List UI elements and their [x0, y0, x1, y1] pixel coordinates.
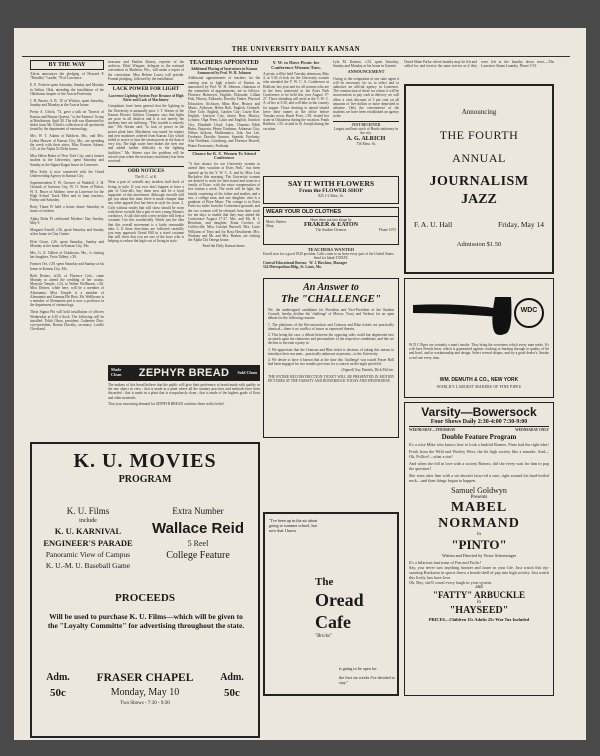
masthead — [22, 45, 570, 57]
column-teachers-appointed — [188, 60, 260, 360]
by-the-way-paragraph: Alecia announces the pledging of Howard P. "Brindley" Laudie, '78 of Lawrence. — [30, 72, 104, 81]
journalism-line-1: THE FOURTH — [439, 128, 519, 142]
varsity-para-2: Fresh from the Wild and Wooley West, she hit high society like a tornado. And—Oh, Pollice!—what a riot! — [409, 449, 549, 460]
by-the-way-paragraph: Miss Seely is now connected with the Oread Underwriting Agency in Kansas City. — [30, 169, 104, 179]
column-announcement — [333, 60, 399, 172]
column-shine-parlor — [404, 60, 554, 80]
teachers-appointed-body: Additional appointments of teachers for the coming year to high schools of Kansas as announced by Prof. W. H. Johnson, chairman of the committee of appointments, are as follows: Florence Hofmeyer, English, Eldorado; Lillian Fish, History, Eldorado; Dorothy Tinker, Physical Education, Atchison; Mina Hise, History and Music, Atchison; Helen Bolt, English, Grinnell; Olive Cole, English, Garden City; Lizzie Roe, English, Junction City; Janice Barr, History, Lyndon; Olga Prem, Latin and English, Junction City; Elizabeth Lloyd, Latin, Chanute; Edith Bates, Emporia; Henry Eastburn, Arkansas City; Wilma Jackson, Mathematics, Iola; Ava Lee, Fredonia; Dorothy Sawner, Spanish, Fredonia; Alta Needham, Louisburg; and Florence Howell, Home Economics, Fredonia. — [188, 76, 260, 148]
alrich-store-name: A. G. ALRICH — [346, 136, 386, 143]
fraser-chapel: FRASER CHAPEL — [96, 672, 194, 684]
varsity-para-4: She went after him with a six-shooter lasso-ed a sure, right around his hard-boiled neck—and then things began to happen. — [409, 473, 549, 484]
varsity-para-7: Oh, Boy, she'll corral every laugh in your system. — [409, 580, 492, 586]
movie-date: Monday, May 10 — [110, 687, 180, 698]
odd-notices-headline: ODD NOTICES — [108, 166, 184, 174]
answer-challenge-ad — [263, 278, 399, 438]
by-the-way-paragraph: J. H. Baxter, A. B. '10 of Wichita, spent Saturday, Sunday and Monday at the Acacia house. — [30, 99, 104, 108]
answer-reason: 1. The platforms of the Reconstruction and Crimson and Blue tickets are practically identical—there is no conflict of issues as expressed therein. — [268, 322, 394, 331]
flowers-ad — [263, 176, 399, 204]
movie-shows: Two Shows - 7:30 - 9:30 — [120, 701, 170, 706]
column-by-the-way — [30, 60, 104, 435]
by-the-way-paragraph: Ruth Deiters, fa'26, of Florence Colo., came Monday to attend the wedding of her cousin, Marjorie Temple, c'24, to Walter Wellhouse, c'26. Miss Deiters, while here, will be a member of Alemannia. Miss Temple is a member of Alemannia and Gamma Phi Beta. Mr. Wellhouse is a member of Alemannia and is now a professor in the department of entomology. — [30, 273, 104, 308]
varsity-film-1: "PINTO" — [451, 537, 507, 553]
teachers-wanted-address: 524 Metropolitan Bldg., St. Louis, Mo. — [263, 264, 322, 269]
journalism-announcing: Announcing — [461, 108, 497, 116]
proceeds-heading: PROCEEDS — [115, 592, 175, 604]
ku-films-heading: K. U. Films — [66, 506, 110, 516]
alrich-store-address: 736 Mass. St. — [356, 142, 376, 147]
ku-movies-ad — [30, 442, 260, 738]
ku-movies-adm-right: Adm. 50c — [220, 672, 244, 699]
cafe-name-1: Oread — [315, 590, 364, 610]
ku-films-items — [38, 526, 138, 570]
extra-number: Extra Number — [172, 506, 224, 516]
varsity-in-2: in — [477, 600, 481, 606]
by-the-way-paragraph: Superintendent F. W. Greaves of Waddell, J. H. Chanick of Junction City, W. O. Steen of Beloit, W. A. Bruce of Abilene, were in Lawrence for the High School Track Meet and to hunt teachers, Friday and Saturday. — [30, 181, 104, 203]
wdc-body: W D C Pipes are certainly a man's smoke. They bring the sweetness which every man seeks. It's a de luxe French briar, which is guaranteed against cracking or burning through in quality of bit and bowl, and in workmanship and design. Select several shapes, and try a good dealer's. Smoke a real one every time. — [409, 343, 549, 360]
varsity-in-1: in — [477, 532, 481, 538]
zephyr-footer: That your increasing demand for ZEPHYR BREAD confirms them in this belief. — [108, 401, 225, 406]
just-received-headline: JUST RECEIVED — [333, 121, 399, 127]
zephyr-body: The makers of this bread believe that the public will give their preference to bread made with quality as the one object in view ; that is made in a plant where all the sanitary practices and methods have been discarded ; that is made in a plant that is scrupulously clean ; that is made of the highest grade of flour and other materials. — [108, 383, 260, 400]
masthead-title: THE UNIVERSITY DAILY KANSAN — [231, 45, 361, 53]
cafe-quote: "I've been up in the air about going to summer school, but now that I know — [269, 518, 318, 534]
answer-reason: 2. This being the case, a debate between the opposing sides could but degenerate into an attack upon the characters and personalities of the respective candidates, and this we decline to become a party to. — [268, 333, 394, 346]
ku-movies-adm-left: Adm. 50c — [46, 672, 70, 699]
proceeds-body: Will be used to purchase K. U. Films—which will be given to the "Loyalty Committe" for advertising throughout the state. — [47, 612, 245, 630]
cafe-name-2: Cafe — [315, 612, 351, 632]
odd-notices-subhead: The R. C. of K. — [134, 175, 158, 180]
varsity-para-6: Say, you never saw anything funnier and faster in your life. Just watch this rip-snorting Buckaroo in sports throw a bomb-shell of pep into high society. Just watch this lively lass have love. — [409, 565, 549, 581]
zephyr-sold-clean: Sold Clean — [237, 369, 257, 375]
flowers-subhead: From the FLOWER SHOP — [299, 188, 363, 194]
zephyr-bread-ad — [108, 365, 260, 437]
by-the-way-paragraph: Miss Helen Baker of New York City, and a former student at the University, spent Saturday and Sunday at the Sigma Kappa house in Lawrence. — [30, 154, 104, 167]
ku-movies-right — [142, 506, 254, 561]
varsity-para-1: It's a wise Mike who knows how to look a bashful Romeo. Pinto had the right idea! — [409, 442, 549, 448]
cafe-the: The — [315, 576, 334, 588]
lack-power-subhead: Lawrence Lighting System Poor Because of High River and Lack of Machinery — [108, 94, 184, 103]
wallace-reid: Wallace Reid — [152, 520, 244, 537]
lack-power-body: Complaints have been general that the lighting in the University is unusually poor. J. T. Stirner of the Kansas Electric Utilities Company says that lights are poor in all districts and it is not merely the students here are suffering. "This trouble is entirely due," Mr. Stirner said, "to lack of power in the power plant here. Machinery was tuned for repairs and new machines ordered from Kansas City which failed to arrive so that the steam power at the dam is very low. The high water here makes the river rise and added further difficulty to the lighting facilities." Mr. Stirner says the problem will be solved soon when the necessary machinery has been received. — [108, 104, 184, 164]
ku-movies-title: K. U. MOVIES — [73, 450, 217, 472]
wdc-tagline: WORLD'S LARGEST MAKERS OF FINE PIPES — [436, 385, 522, 389]
by-the-way-paragraph: Alpha Delta Pi celebrated Mothers' Day Sunday, May 9. — [30, 216, 104, 225]
teachers-wanted-sub: Send for blank TODAY. — [313, 256, 349, 261]
by-the-way-paragraph: Pretty A. Ulrich, '73, gave a talk on "Insects of Kansas and Beauty Queens," to the Farmers' Group at Hutchinson, April 30. The talk was illustrated by slides from Mr. Ulrich's collection of all specimens found by the department of entomology. — [30, 110, 104, 132]
varsity-film-2: "HAYSEED" — [449, 605, 509, 617]
ku-movies-venue — [78, 672, 212, 706]
answer-reasons — [268, 323, 394, 367]
journalism-details — [406, 220, 552, 229]
just-received-body: Largest and best stock of Hurds stationery in the city. — [333, 126, 399, 136]
varsity-para-5: It's a hilarious hurricane of Fun and Frolic! — [409, 560, 482, 566]
teachers-wanted-bureau: Central Educational Bureau W. J. Hawkins, Manager — [263, 260, 348, 265]
clothes-headline: WEAR YOUR OLD CLOTHES — [264, 208, 398, 217]
by-the-way-paragraph: Margaret Farrell, c'26, spent Saturday and Sunday at her home in Clay Center. — [30, 228, 104, 237]
answer-intro: We, the undersigned candidates for President and Vice-President of the Student Council, hereby decline the 'challenge' of Messrs. Tracy and Verbose for an open debate for the following reasons: — [268, 308, 394, 321]
announcement-body: Owing to the resignation of our state agent it will be necessary for us to select and to authorize an official agency in Lawrence. The construction of these for whom it will be inconvenient to pay cash at delivery we will allow a cash discount of 5 per cent on all amounts of five dollars or more deposited in advance. Only the convenience of the students we have been established an agency at the — [333, 76, 399, 119]
chance-conference-headline: Chance for K. U. Women To Attend Conference — [188, 150, 260, 160]
student-cleaners: The Student Cleaners — [315, 228, 347, 233]
by-the-way-paragraph: Elsie Grant, c'26, spent Saturday, Sunday and Monday at her home in Kansas City, Mo. — [30, 239, 104, 248]
varsity-para-3: And when she fell in love with a society Romeo, did she every wait for him to pop the question? — [409, 461, 549, 472]
varsity-and: and — [475, 585, 483, 591]
teachers-appointed-headline: TEACHERS APPOINTED — [189, 60, 259, 66]
journalism-line-4: JAZZ — [461, 192, 497, 207]
oread-cafe-ad — [263, 512, 399, 696]
varsity-credits: Written and Directed by Victor Schertzinger — [441, 553, 517, 559]
wdc-badge: WDC — [520, 307, 538, 314]
feature-reels: 5 Reel — [187, 539, 209, 548]
shine-parlor-body: Oread Shine Parlor where laundry may be left and called for, and receive the same service as if they were left at the laundry down town.—The Lawrence Steam Laundry. Phone 5-53. — [404, 60, 554, 69]
journalism-line-2: ANNUAL — [452, 151, 506, 165]
by-the-way-paragraph: Betty Thane Pi held a house dance Saturday in honor of rushees. — [30, 205, 104, 214]
yw-picnic-headline: Y. W. to Have Picnic for Conference Women Tues. — [271, 60, 321, 70]
lack-power-headline: LACK POWER FOR LIGHT — [108, 84, 184, 92]
varsity-bowersock-ad — [404, 402, 554, 696]
by-the-way-paragraph: Mrs. G. A. Talbert of Oskaloosa, Mo., is visiting her daughter, Vesta Talbert, c'29. — [30, 250, 104, 260]
journalism-admission: Admission $1.50 — [456, 241, 502, 248]
barber-shop-label: Men's Barber Shop — [266, 220, 286, 229]
answer-reason: 3. We appreciate that the Crimson and Blue ticket is desirous of taking this means to introduce their star men—practically unknown at present—to the University. — [268, 347, 394, 356]
by-the-way-heading: BY THE WAY — [30, 60, 104, 70]
ku-films-include: include — [79, 518, 97, 524]
teachers-wanted-body: Enroll now for a good 1920 position. Calls come to us from every part of the United States. — [263, 252, 395, 257]
ku-movies-program: PROGRAM — [118, 474, 172, 485]
ku-film-item: ENGINEER'S PARADE — [43, 538, 133, 548]
clothes-phone: Phone 1073 — [378, 228, 396, 232]
varsity-star-3: "FATTY" ARBUCKLE — [433, 590, 525, 601]
teachers-wanted-ad — [263, 248, 399, 274]
ku-movies-left — [38, 506, 138, 572]
by-the-way-paragraphs — [30, 72, 104, 331]
col5-intro: Lyla M. Kramer, c'23, spent Saturday, Sunday and Monday at his home in Garnett. — [333, 60, 399, 69]
zephyr-banner — [108, 365, 260, 381]
varsity-presents: Presents — [470, 495, 488, 501]
answer-headline-1: An Answer to — [303, 282, 359, 293]
fraker-eaton: FRAKER & EATON — [303, 222, 359, 229]
announcement-headline: ANNOUNCEMENT — [347, 69, 385, 75]
cafe-footer-1: is going to be open for — [339, 666, 377, 671]
varsity-title: Varsity—Bowersock — [421, 405, 537, 419]
ku-film-item: Panoramic View of Campus — [45, 550, 131, 559]
varsity-presents-by: Samuel Goldwyn — [451, 486, 507, 496]
by-the-way-paragraph: E. E. Fodrein spent Saturday, Sunday and Monday in Salina, Okla. attending the installation of the Oklahoma chapter of the Acacia Fraternity. — [30, 83, 104, 96]
flowers-address: 825 1-2 Mass. St. — [318, 194, 344, 198]
clothes-ad — [263, 207, 399, 245]
chance-conference-body: "A fine chance for our University women to attend their vacation at Estes Park," has been opened up by the Y. W. C. A. and by Miss Lois Buckalew this morning. The University women are desired to work for their board and room in a family of Estes, with the extra compensation of free tuition a week. The work will be light, the family consisting of the father and mother, and a son, a college man, and one daughter, who is a graduate of Bryn Mawr. The cottage is in Estes Park two miles from the Conference grounds, and the two women will be released from their work for ten days to enable that they may attend the Conference August 17-27. Mrs. and Mr. R. I. Beachner, and daughter, Erma Crocker, of Coffeyville, Miss Carolyn Burwell, Mrs. Lucie Williams of Tepo and Ira Rosa Hawthorne, Mrs. Warbury and Mr. and Mrs. Beahm, are visiting the Alpha Chi Omega house. — [188, 162, 260, 242]
varsity-star-1: MABEL — [450, 500, 508, 516]
column-yw-picnic — [263, 60, 329, 172]
by-the-way-paragraph: Frances Orr, c'29, spent Saturday and Sunday at his home in Kansas City, Mo. — [30, 262, 104, 271]
wdc-pipes-ad — [404, 278, 554, 398]
journalism-line-3: JOURNALISM — [429, 174, 529, 189]
college-feature: College Feature — [166, 550, 230, 561]
ku-film-item: K. U.-M. U. Baseball Game — [45, 561, 131, 570]
yw-picnic-body: A picnic will be held Tuesday afternoon, May 4, at 5:30 o'clock for the University women who attended the Y. W. C. A. Conference at Hollister last year and for all women who are in the least interested in the Estes Park Conference to be held this year August 17-27. Those attending will meet at the Y. W. C. A. office at 5:30, and will hike to the country for supper. Those desiring to attend should leave their names at the office before Tuesday noon. Hazel Price, c'29, visited her sister in Oskaloosa during the vacation. Frank Baldwin, c'25, visited in St. Joseph during the vacation. — [263, 72, 329, 131]
journalism-jazz-ad — [404, 84, 554, 274]
varsity-days: WEDNESDAY—THURSDAY WEDNESDAY ONLY — [409, 428, 549, 432]
varsity-star-2: NORMAND — [438, 516, 520, 532]
ku-film-item: K. U. KARNIVAL — [54, 526, 122, 536]
zephyr-title: ZEPHYR BREAD — [138, 367, 230, 379]
answer-signed: (Signed) Guy Daniels, Dick McGee. — [341, 368, 394, 373]
col2-intro: treasurer and Pauline Kinsey, reporter of the archives. Ethel Wiegner, delegate to the national convention in Madison, Wis., will make a report of the convention. Miss Helene Lowry will preside. Formal pledging, followed by the installation. — [108, 60, 184, 81]
teachers-appointed-subhead: Additional Placing of Instructors in Kansas Announced by Prof. W. H. Johnson — [190, 67, 258, 76]
zephyr-made-clean: Made Clean — [111, 367, 122, 377]
answer-headline-2: The "CHALLENGE" — [281, 293, 381, 305]
varsity-feature: Double Feature Program — [441, 433, 517, 442]
by-the-way-paragraph: Mrs. W. T. Adams of Baldwin, Mo., and Mrs. Lyleta Hawzer of Kansas City, Mo., are spending the week with their sister, Miss Frances Adams, c'21, at the Alpha Xi Delta house. — [30, 134, 104, 152]
teachers-wanted-headline: TEACHERS WANTED — [307, 248, 355, 252]
cafe-footer-2: the first six weeks I've decided to stay." — [339, 675, 395, 686]
col3-footer: Read the Daily Kansan home. — [202, 244, 246, 249]
odd-notices-body: Wear a pair of overalls any tasteless bull duck of living in style. If you ever don't happen to have a pair of Univ-alls, buy them now and be a loyal supporter of this movement. Although overalls will get you about this time, there is much cheaper than any other apparel that has been in style for years. 2. Girls without smiles that will show should be worn with these overalls like a pair of new young Adams's corduroys. A silk shirt with a new necktie will help a costume. Use this wonderfully. Watch just the idea that this overall movement is a fairly reasonable idea. 3. If these directions are followed carefully you may approach Oread Hill in a sized costume that will show that you are one of the boys who is helping to reduce the high cost of living in style. — [108, 180, 184, 244]
answer-closing: THE ENTIRE RECONSTRUCTION TICKET WILL BE PRESENTED IN MOTION PICTURES AT THE VARSITY AND BOWERSOCK TODAY AND WEDNESDAY. — [268, 374, 394, 383]
varsity-shows: Four Shows Daily 2:30-4:00 7:30-9:00 — [409, 419, 549, 427]
journalism-date: Friday, May 14 — [498, 220, 544, 229]
journalism-hall: F. A. U. Hall — [414, 220, 453, 229]
answer-reason: 4. We desire to have it known that at the time this 'challenge' was issued Fraser Hall had been engaged for two months previous for a concert on the night specified. — [268, 358, 394, 367]
wdc-maker: WM. DEMUTH & CO., NEW YORK — [439, 377, 519, 383]
by-the-way-paragraph: Theta Sigma Phi will hold installation of officers Wednesday at 4:30 o'clock. The following will be installed: Edith Olsen, president; Catherine Dice, vice-president; Bonita Dorothy, secretary; Lucille Cleveland. — [30, 310, 104, 332]
cafe-bricks: "Bricks" — [315, 634, 332, 639]
flowers-headline: SAY IT WITH FLOWERS — [287, 179, 375, 188]
varsity-prices: PRICES—Children 15c Adults 25c War Tax Included — [428, 617, 530, 623]
clothes-line1: Have them put into shape by — [310, 218, 352, 222]
